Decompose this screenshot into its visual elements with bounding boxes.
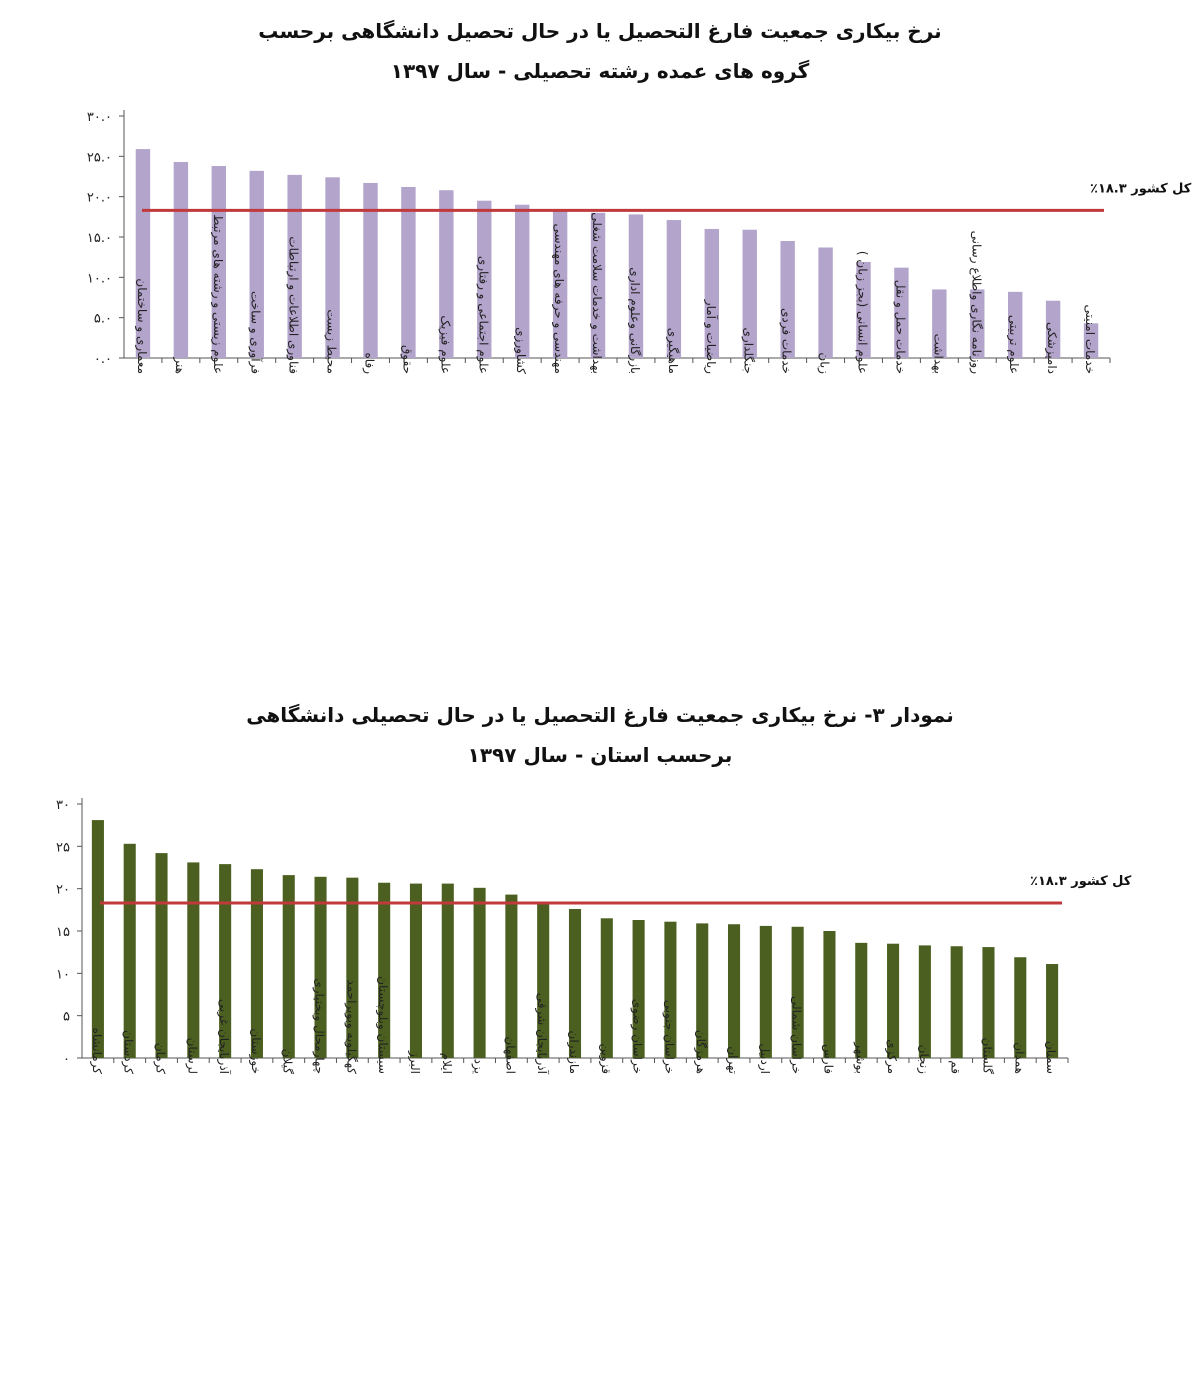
chart2-y-tick-label: ۲۵ xyxy=(56,840,70,856)
chart1-bar xyxy=(818,247,832,358)
chart1-category-label: علوم انسانی (بجز زبان ) xyxy=(855,250,870,374)
chart2-category-label: کرمانشاه xyxy=(89,1027,104,1074)
chart2-bar xyxy=(187,862,199,1058)
chart2-category-label: اردبیل xyxy=(757,1043,772,1074)
chart2-bar xyxy=(505,895,517,1058)
chart2-category-label: ایلام xyxy=(439,1052,454,1074)
chart2-category-label: آذربایجان شرقی xyxy=(535,992,550,1074)
chart2-bar xyxy=(855,943,867,1058)
chart-province xyxy=(0,690,1200,1250)
chart1-category-label: کشاورزی xyxy=(514,327,529,374)
chart1-category-label: ریاضیات و آمار xyxy=(703,299,718,374)
chart2-y-tick-label: ۱۵ xyxy=(56,925,70,940)
chart2-category-label: بوشهر xyxy=(853,1042,868,1074)
chart1-bar xyxy=(401,187,415,358)
chart2-category-label: البرز xyxy=(407,1050,422,1074)
chart2-bar xyxy=(474,888,486,1058)
chart2-bar xyxy=(442,884,454,1058)
chart1-category-label: هنر xyxy=(172,357,187,374)
chart2-plot xyxy=(0,690,1200,1250)
chart1-category-label: خدمات امنیتی xyxy=(1083,304,1098,374)
chart2-category-label: هرمزگان xyxy=(694,1029,709,1074)
chart1-category-label: بهداشت و خدمات سلامت شغلی xyxy=(590,212,605,374)
chart2-category-label: فارس xyxy=(821,1044,836,1074)
chart2-bar xyxy=(728,924,740,1058)
chart2-category-label: خوزستان xyxy=(248,1028,263,1074)
chart2-category-label: خراسان رضوی xyxy=(630,998,645,1074)
chart1-title: نرخ بیکاری جمعیت فارغ التحصیل یا در حال تحصیل دانشگاهی برحسب xyxy=(258,19,942,43)
chart2-category-label: قم xyxy=(948,1060,963,1074)
chart2-category-label: همدان xyxy=(1012,1042,1027,1074)
chart1-category-label: معماری و ساختمان xyxy=(134,278,149,374)
chart2-y-tick-label: ۳۰ xyxy=(56,798,70,813)
chart2-y-tick-label: ۲۰ xyxy=(56,882,70,898)
chart2-reference-label: کل کشور ۱۸.۳٪ xyxy=(1030,874,1132,890)
chart1-category-label: ماهیگیری xyxy=(665,327,680,374)
chart1-category-label: فرآوری و ساخت xyxy=(248,290,263,374)
chart1-category-label: علوم اجتماعی و رفتاری xyxy=(476,255,491,374)
chart2-category-label: سیستان وبلوچستان xyxy=(376,976,391,1074)
chart1-subtitle: گروه های عمده رشته تحصیلی - سال ۱۳۹۷ xyxy=(390,59,810,83)
chart2-category-label: لرستان xyxy=(185,1037,200,1074)
chart1-category-label: علوم زیستی و رشته های مرتبط xyxy=(210,214,225,374)
chart1-y-tick-label: ۰.۰ xyxy=(93,352,112,367)
chart2-bar xyxy=(823,931,835,1058)
chart2-bar xyxy=(760,926,772,1058)
chart2-y-tick-label: ۰ xyxy=(63,1052,70,1067)
chart1-category-label: مهندسی و حرفه های مهندسی xyxy=(552,223,567,374)
chart2-category-label: یزد xyxy=(471,1058,486,1074)
chart1-category-label: فناوری اطلاعات و ارتباطات xyxy=(286,236,301,374)
chart2-bar xyxy=(919,945,931,1058)
chart1-category-label: خدمات حمل و نقل xyxy=(893,279,908,374)
chart1-y-tick-label: ۲۰.۰ xyxy=(86,190,112,206)
chart1-category-label: روزنامه نگاری واطلاع رسانی xyxy=(969,230,984,374)
chart1-y-tick-label: ۵.۰ xyxy=(93,311,112,327)
chart2-category-label: گیلان xyxy=(280,1048,295,1074)
chart2-category-label: تهران xyxy=(726,1046,741,1074)
chart1-category-label: خدمات فردی xyxy=(779,307,794,374)
chart2-category-label: اصفهان xyxy=(503,1036,518,1074)
chart1-category-label: علوم تربیتی xyxy=(1007,314,1022,374)
chart2-bar xyxy=(155,853,167,1058)
chart1-category-label: دامپزشکی xyxy=(1045,321,1060,374)
chart2-category-label: خراسان شمالی xyxy=(789,995,804,1074)
chart2-category-label: زنجان xyxy=(916,1044,931,1074)
chart2-subtitle: برحسب استان - سال ۱۳۹۷ xyxy=(467,743,733,767)
chart1-category-label: بازرگانی وعلوم اداری xyxy=(627,267,642,374)
chart-field-of-study xyxy=(0,0,1200,640)
chart2-category-label: کهگیلویه وبویراحمد xyxy=(344,979,359,1074)
chart1-category-label: بهداشت xyxy=(931,333,946,374)
chart2-y-tick-label: ۱۰ xyxy=(56,967,70,983)
chart2-category-label: گلستان xyxy=(980,1037,995,1074)
chart2-bar xyxy=(951,946,963,1058)
chart2-bar xyxy=(124,844,136,1058)
chart2-category-label: سمنان xyxy=(1044,1040,1059,1074)
chart2-category-label: کرمان xyxy=(153,1042,168,1074)
chart2-bar xyxy=(92,820,104,1058)
chart1-y-tick-label: ۲۵.۰ xyxy=(86,150,112,166)
chart1-category-label: علوم فیزیک xyxy=(438,315,453,374)
chart2-category-label: مازندران xyxy=(567,1030,581,1074)
chart1-bar xyxy=(174,162,188,358)
chart2-bar xyxy=(601,918,613,1058)
chart1-y-tick-label: ۱۰.۰ xyxy=(86,271,112,287)
chart2-title: نمودار ۳- نرخ بیکاری جمعیت فارغ التحصیل یا در حال تحصیلی دانشگاهی xyxy=(246,703,954,727)
chart1-category-label: زبان xyxy=(817,352,832,374)
chart2-category-label: چهارمحال وبختیاری xyxy=(312,978,327,1074)
chart1-category-label: محیط زیست xyxy=(324,309,339,374)
chart2-bar xyxy=(410,884,422,1058)
chart2-category-label: مرکزی xyxy=(885,1039,900,1074)
chart1-plot xyxy=(0,0,1200,640)
chart1-reference-label: کل کشور ۱۸.۳٪ xyxy=(1090,181,1192,197)
chart1-y-tick-label: ۳۰.۰ xyxy=(86,110,112,125)
chart2-category-label: قزوین xyxy=(598,1043,613,1074)
chart2-category-label: آذربایجان غربی xyxy=(217,998,232,1074)
chart2-category-label: خراسان جنوبی xyxy=(662,999,677,1074)
chart1-category-label: رفاه xyxy=(362,352,377,374)
chart1-category-label: جنگلداری xyxy=(741,327,756,374)
chart1-y-tick-label: ۱۵.۰ xyxy=(86,231,112,246)
chart2-y-tick-label: ۵ xyxy=(63,1009,70,1025)
chart2-category-label: کردستان xyxy=(121,1030,136,1074)
chart1-category-label: حقوق xyxy=(400,345,415,374)
